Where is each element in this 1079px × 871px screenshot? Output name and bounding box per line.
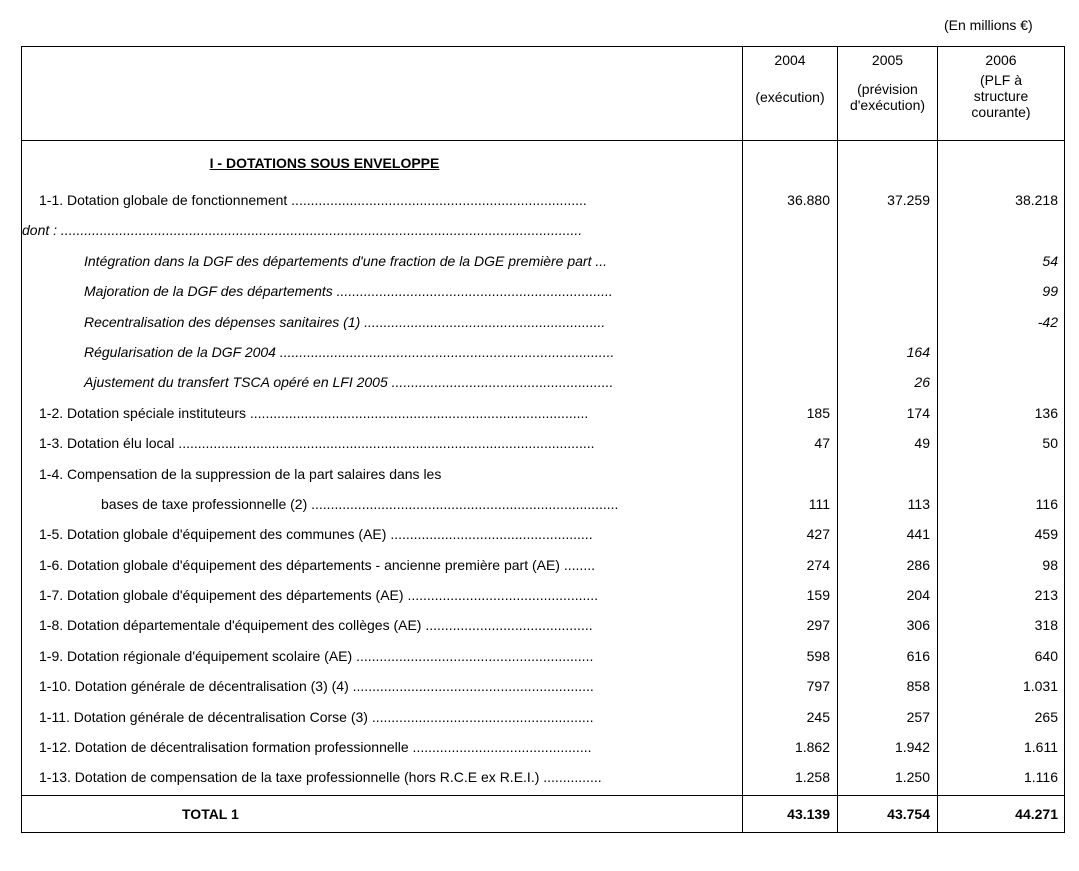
- leader-dots: .........................................................: [387, 374, 614, 391]
- header-2005: [838, 47, 938, 141]
- value-2006: 38.218: [938, 185, 1065, 215]
- row-label: Régularisation de la DGF 2004: [84, 343, 276, 360]
- value-2006: 116: [938, 489, 1065, 519]
- leader-dots: ........: [559, 556, 595, 573]
- value-2006: [938, 215, 1065, 245]
- header-2004: [743, 47, 838, 141]
- table-row: [22, 367, 1065, 397]
- value-2006: 318: [938, 610, 1065, 640]
- value-2004: 1.258: [743, 762, 838, 796]
- value-2006: 459: [938, 519, 1065, 549]
- row-label: 1-7. Dotation globale d'équipement des départements (AE): [39, 587, 404, 604]
- table-row: [22, 762, 1065, 796]
- leader-dots: ..............................................................: [348, 678, 594, 695]
- value-2005: [838, 276, 938, 306]
- row-label: 1-4. Compensation de la suppression de la part salaires dans les: [39, 465, 442, 482]
- value-2004: 185: [743, 398, 838, 428]
- value-2005: 441: [838, 519, 938, 549]
- table-row: [22, 307, 1065, 337]
- table-row: [22, 398, 1065, 428]
- year-label: 2005: [871, 52, 904, 68]
- value-2005: 616: [838, 641, 938, 671]
- row-label: 1-9. Dotation régionale d'équipement scolaire (AE): [39, 647, 353, 664]
- value-2004: 297: [743, 610, 838, 640]
- value-2006: 1.116: [938, 762, 1065, 796]
- value-2005: 26: [838, 367, 938, 397]
- table-body: [22, 141, 1065, 796]
- value-2006: 265: [938, 702, 1065, 732]
- leader-dots: ......................................................................................: [275, 343, 615, 360]
- value-2004: 36.880: [743, 185, 838, 215]
- section-title: I - DOTATIONS SOUS ENVELOPPE: [209, 155, 440, 171]
- value-2005: [838, 459, 938, 489]
- table-row: [22, 185, 1065, 215]
- row-label: Intégration dans la DGF des départements d'une fraction de la DGE première part: [84, 252, 592, 269]
- value-2005: 49: [838, 428, 938, 458]
- table-row: [22, 519, 1065, 549]
- value-2006: [938, 337, 1065, 367]
- table-row: [22, 641, 1065, 671]
- value-2006: 54: [938, 246, 1065, 276]
- value-2004: 245: [743, 702, 838, 732]
- value-2004: 598: [743, 641, 838, 671]
- column-subtitle-line: courante): [971, 104, 1031, 120]
- column-subtitle-line: (prévision: [857, 81, 918, 97]
- value-2004: 111: [743, 489, 838, 519]
- leader-dots: ..............................................: [408, 739, 592, 756]
- value-2004: 159: [743, 580, 838, 610]
- value-2006: 640: [938, 641, 1065, 671]
- value-2005: 174: [838, 398, 938, 428]
- table-row: [22, 215, 1065, 245]
- value-2004: 47: [743, 428, 838, 458]
- leader-dots: ...............: [539, 769, 602, 786]
- table-row: [22, 550, 1065, 580]
- leader-dots: ..............................................................: [360, 313, 606, 330]
- leader-dots: .................................................: [403, 587, 599, 604]
- header-2006: [938, 47, 1065, 141]
- value-2005: 164: [838, 337, 938, 367]
- leader-dots: .......................................................................................: [246, 404, 589, 421]
- total-2004: 43.139: [743, 796, 838, 833]
- table-row: [22, 337, 1065, 367]
- value-2004: 427: [743, 519, 838, 549]
- value-2004: [743, 215, 838, 245]
- value-2006: 1.031: [938, 671, 1065, 701]
- row-label: dont :: [22, 222, 58, 239]
- table-row: [22, 671, 1065, 701]
- leader-dots: .............................................................: [352, 647, 594, 664]
- row-label: 1-6. Dotation globale d'équipement des départements - ancienne première part (AE): [39, 556, 560, 573]
- value-2004: [743, 459, 838, 489]
- budget-table: [21, 46, 1065, 833]
- row-label: Majoration de la DGF des départements: [84, 283, 333, 300]
- leader-dots: ......................................................................................................................................: [57, 222, 583, 239]
- year-label: 2004: [774, 52, 806, 68]
- value-2005: 1.250: [838, 762, 938, 796]
- column-subtitle-line: structure: [973, 88, 1029, 104]
- column-subtitle: (exécution): [755, 89, 825, 105]
- leader-dots: ....................................................: [386, 526, 593, 543]
- row-label: 1-13. Dotation de compensation de la taxe professionnelle (hors R.C.E ex R.E.I.): [39, 769, 540, 786]
- value-2006: -42: [938, 307, 1065, 337]
- table-row: [22, 702, 1065, 732]
- value-2005: 37.259: [838, 185, 938, 215]
- value-2006: 136: [938, 398, 1065, 428]
- value-2004: 1.862: [743, 732, 838, 762]
- header-label-cell: [22, 47, 743, 141]
- value-2004: [743, 307, 838, 337]
- value-2005: 204: [838, 580, 938, 610]
- value-2005: [838, 246, 938, 276]
- total-2006: 44.271: [938, 796, 1065, 833]
- row-label: 1-5. Dotation globale d'équipement des communes (AE): [39, 526, 387, 543]
- section-row: [22, 141, 1065, 186]
- value-2006: 50: [938, 428, 1065, 458]
- value-2006: [938, 367, 1065, 397]
- table-row: [22, 580, 1065, 610]
- table-row: [22, 459, 1065, 489]
- total-2005: 43.754: [838, 796, 938, 833]
- row-label: 1-11. Dotation générale de décentralisation Corse (3): [39, 708, 368, 725]
- value-2004: [743, 246, 838, 276]
- value-2006: 213: [938, 580, 1065, 610]
- value-2005: 286: [838, 550, 938, 580]
- table-row: [22, 246, 1065, 276]
- value-2005: [838, 215, 938, 245]
- row-label: 1-8. Dotation départementale d'équipement des collèges (AE): [39, 617, 422, 634]
- value-2005: 306: [838, 610, 938, 640]
- row-label: 1-3. Dotation élu local: [39, 435, 175, 452]
- table-row: [22, 732, 1065, 762]
- leader-dots: ...........................................................................................................: [174, 435, 595, 452]
- value-2004: [743, 276, 838, 306]
- value-2004: 274: [743, 550, 838, 580]
- year-label: 2006: [985, 52, 1017, 68]
- row-label: bases de taxe professionnelle (2): [101, 495, 308, 512]
- row-label: 1-12. Dotation de décentralisation formation professionnelle: [39, 739, 409, 756]
- total-label: TOTAL 1: [22, 796, 743, 833]
- value-2006: 98: [938, 550, 1065, 580]
- total-row: [22, 796, 1065, 833]
- leader-dots: ...: [591, 252, 608, 269]
- value-2006: 99: [938, 276, 1065, 306]
- leader-dots: ...............................................................................: [307, 495, 619, 512]
- value-2005: [838, 307, 938, 337]
- row-label: Ajustement du transfert TSCA opéré en LFI 2005: [84, 374, 388, 391]
- value-2004: [743, 337, 838, 367]
- row-label: Recentralisation des dépenses sanitaires (1): [84, 313, 361, 330]
- value-2004: [743, 367, 838, 397]
- table-row: [22, 610, 1065, 640]
- row-label: 1-1. Dotation globale de fonctionnement: [39, 192, 288, 208]
- leader-dots: ............................................................................: [287, 192, 587, 208]
- table-row: [22, 489, 1065, 519]
- unit-note: (En millions €): [944, 17, 1033, 33]
- leader-dots: .........................................................: [367, 708, 594, 725]
- value-2005: 257: [838, 702, 938, 732]
- value-2004: 797: [743, 671, 838, 701]
- value-2006: [938, 459, 1065, 489]
- table-row: [22, 428, 1065, 458]
- row-label: 1-10. Dotation générale de décentralisation (3) (4): [39, 678, 349, 695]
- value-2005: 1.942: [838, 732, 938, 762]
- header-row: [22, 47, 1065, 141]
- row-label: 1-2. Dotation spéciale instituteurs: [39, 404, 246, 421]
- column-subtitle-line: d'exécution): [849, 97, 926, 113]
- table-row: [22, 276, 1065, 306]
- column-subtitle-line: (PLF à: [979, 72, 1022, 88]
- value-2006: 1.611: [938, 732, 1065, 762]
- value-2005: 113: [838, 489, 938, 519]
- leader-dots: .......................................................................: [332, 283, 613, 300]
- value-2005: 858: [838, 671, 938, 701]
- leader-dots: ...........................................: [421, 617, 593, 634]
